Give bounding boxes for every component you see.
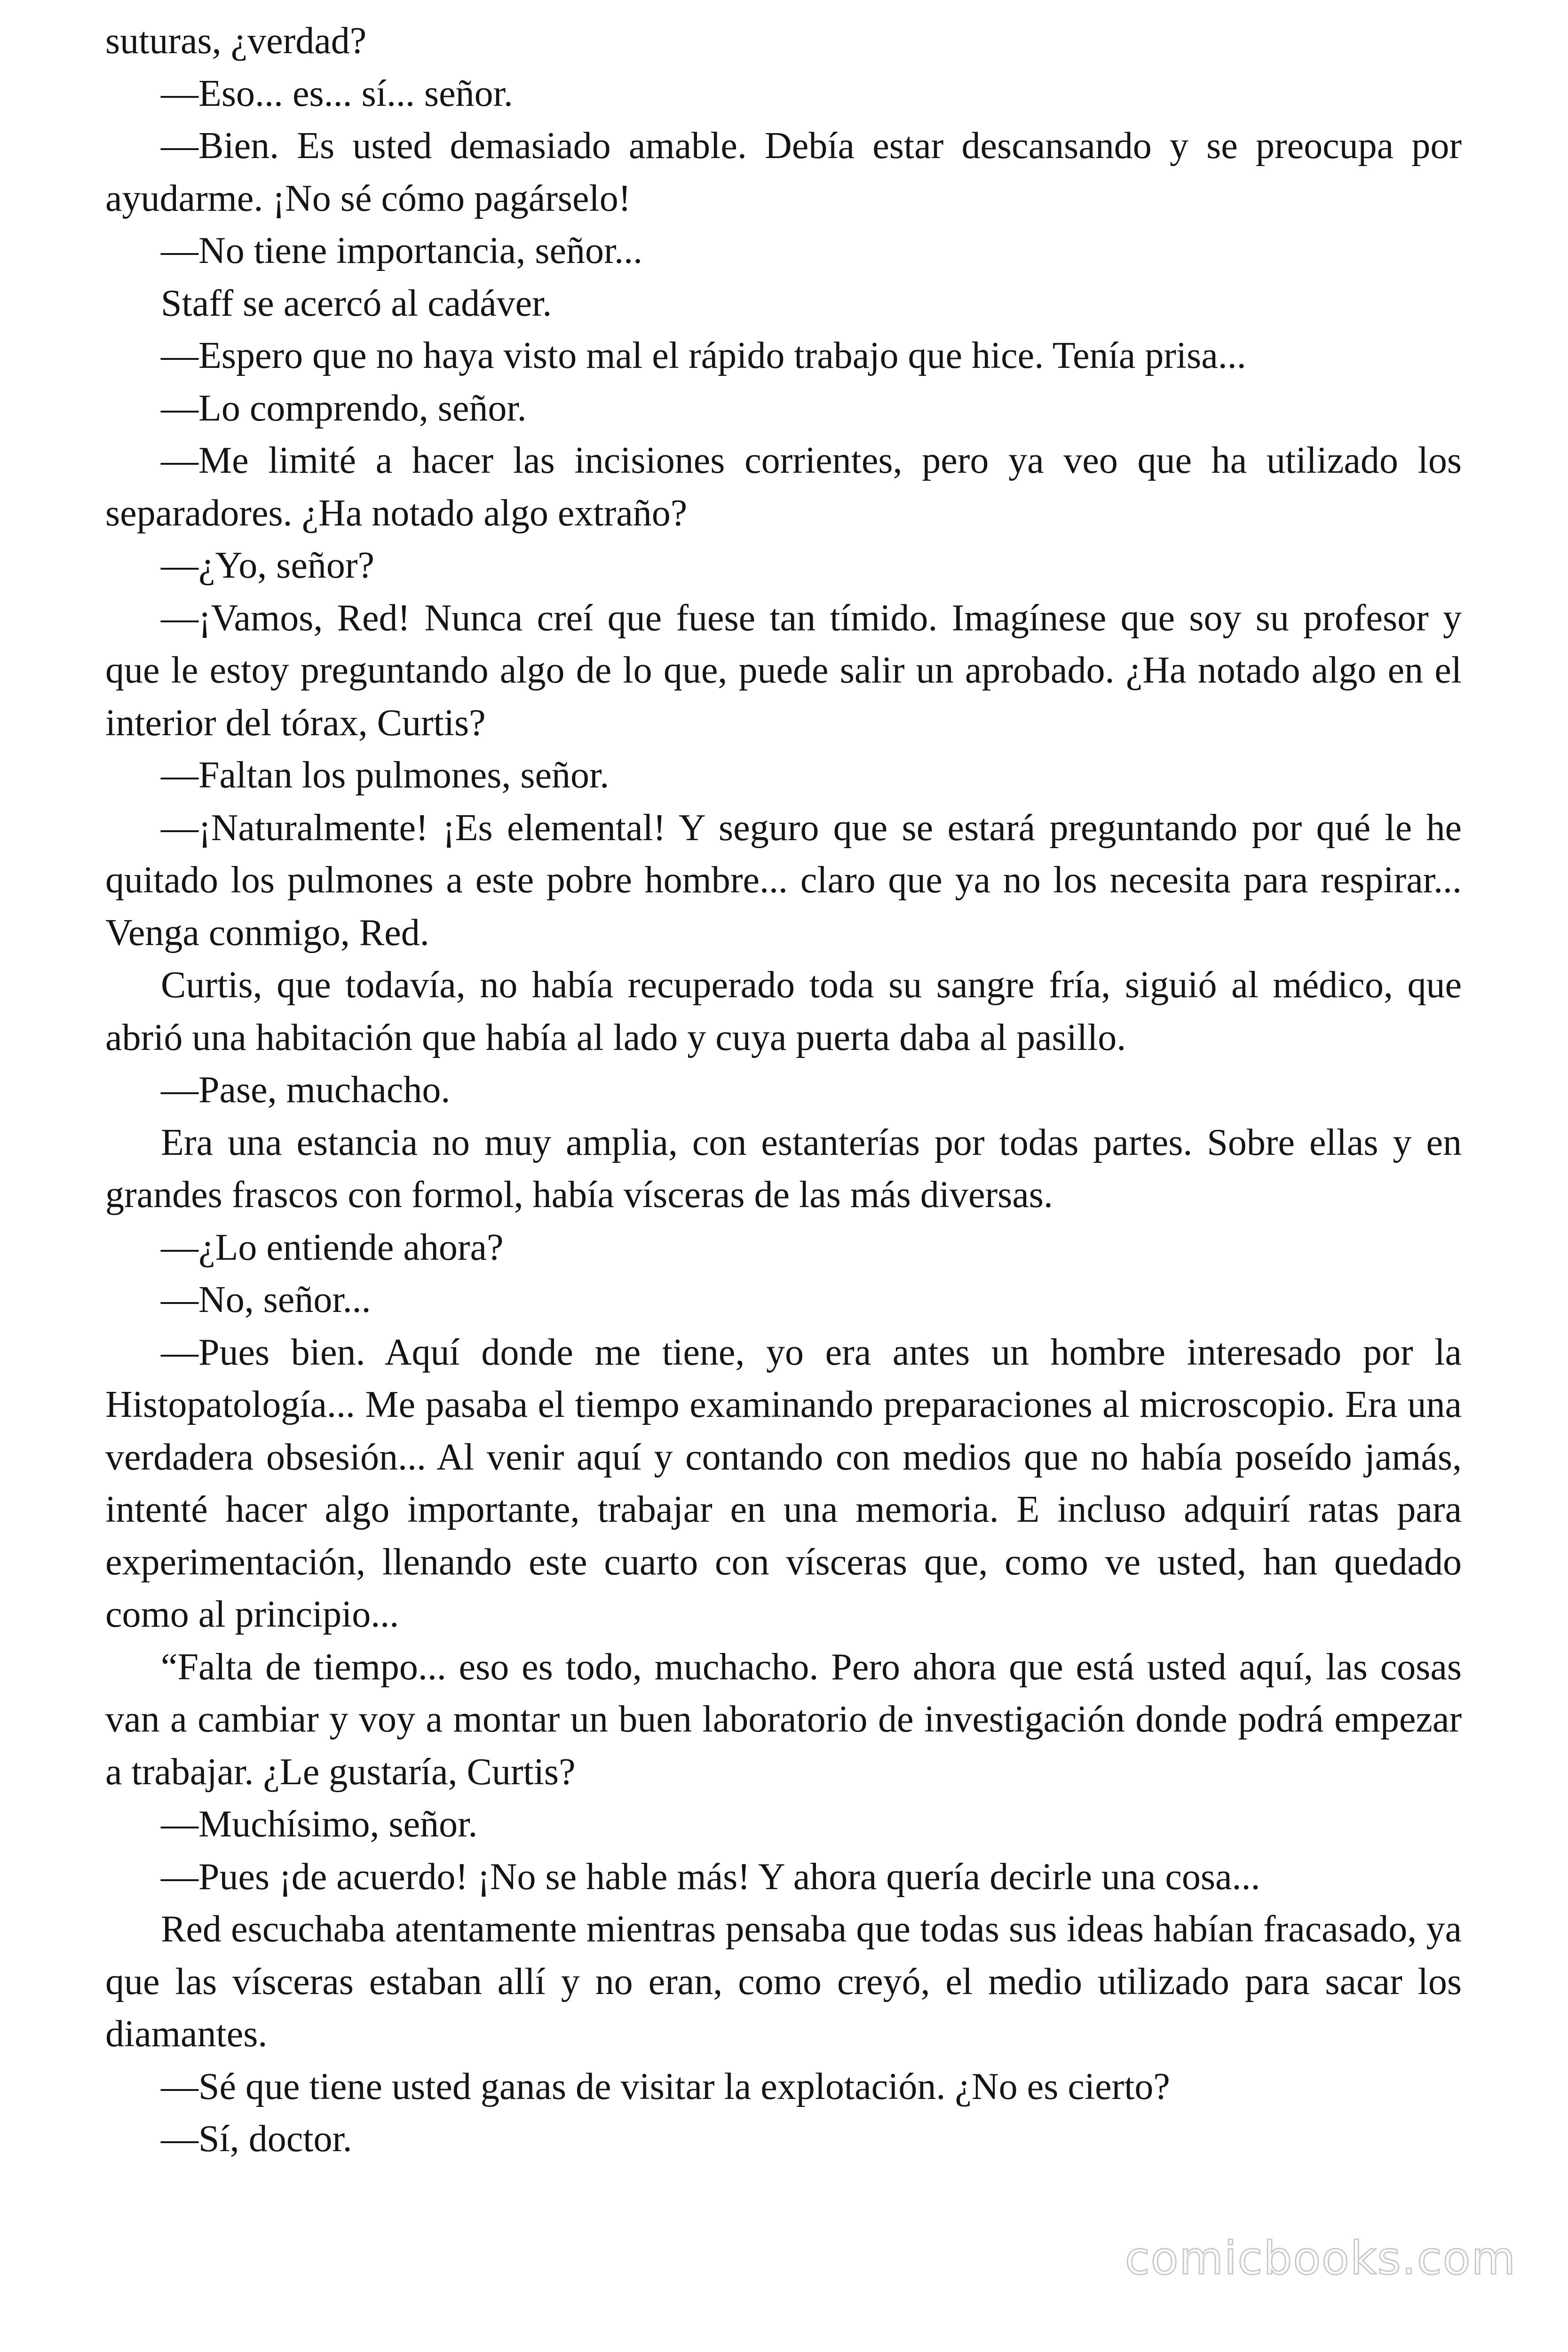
paragraph: —Bien. Es usted demasiado amable. Debía estar descansando y se preocupa por ayudarme. ¡No sé cómo pagárselo! [105,125,1462,219]
paragraph: —Eso... es... sí... señor. [161,72,513,114]
paragraph: Era una estancia no muy amplia, con estanterías por todas partes. Sobre ellas y en grandes frascos con formol, había vísceras de las más diversas. [105,1121,1462,1216]
paragraph: —Pues bien. Aquí donde me tiene, yo era antes un hombre interesado por la Histopatología... Me pasaba el tiempo examinando preparaciones al microscopio. Era una verdadera obsesión... Al venir aquí y contando con medios que no había poseído jamás, intenté hacer algo importante, trabajar en una memoria. E incluso adquirí ratas para experimentación, llenando este cuarto con vísceras que, como ve usted, han quedado como al principio... [105,1331,1462,1635]
watermark: comicbooks.com [1125,2232,1516,2285]
paragraph: Curtis, que todavía, no había recuperado toda su sangre fría, siguió al médico, que abrió una habitación que había al lado y cuya puerta daba al pasillo. [105,964,1462,1058]
paragraph: —Pues ¡de acuerdo! ¡No se hable más! Y ahora quería decirle una cosa... [161,1856,1260,1898]
paragraph: —Muchísimo, señor. [161,1804,478,1845]
paragraph: —Lo comprendo, señor. [161,387,527,429]
page-body-text [105,15,1462,2166]
paragraph: —No tiene importancia, señor... [161,230,643,271]
paragraph: —Pase, muchacho. [161,1069,451,1111]
paragraph: suturas, ¿verdad? [105,20,367,62]
paragraph: Red escuchaba atentamente mientras pensaba que todas sus ideas habían fracasado, ya que las vísceras estaban allí y no eran, como creyó, el medio utilizado para sacar los diamantes. [105,1908,1462,2055]
paragraph: —¿Yo, señor? [161,545,375,586]
paragraph: —No, señor... [161,1279,371,1320]
paragraph: —¿Lo entiende ahora? [161,1226,504,1268]
paragraph: —Sí, doctor. [161,2118,352,2160]
paragraph: —Me limité a hacer las incisiones corrientes, pero ya veo que ha utilizado los separadores. ¿Ha notado algo extraño? [105,440,1462,534]
paragraph: Staff se acercó al cadáver. [161,282,552,324]
paragraph: —Sé que tiene usted ganas de visitar la explotación. ¿No es cierto? [161,2066,1170,2107]
paragraph: —Faltan los pulmones, señor. [161,755,610,796]
paragraph: “Falta de tiempo... eso es todo, muchacho. Pero ahora que está usted aquí, las cosas van a cambiar y voy a montar un buen laboratorio de investigación donde podrá empezar a trabajar. ¿Le gustaría, Curtis? [105,1646,1462,1793]
paragraph: —¡Vamos, Red! Nunca creí que fuese tan tímido. Imagínese que soy su profesor y que le estoy preguntando algo de lo que, puede salir un aprobado. ¿Ha notado algo en el interior del tórax, Curtis? [105,597,1462,744]
paragraph: —Espero que no haya visto mal el rápido trabajo que hice. Tenía prisa... [161,335,1246,376]
paragraph: —¡Naturalmente! ¡Es elemental! Y seguro que se estará preguntando por qué le he quitado los pulmones a este pobre hombre... claro que ya no los necesita para respirar... Venga conmigo, Red. [105,807,1462,954]
